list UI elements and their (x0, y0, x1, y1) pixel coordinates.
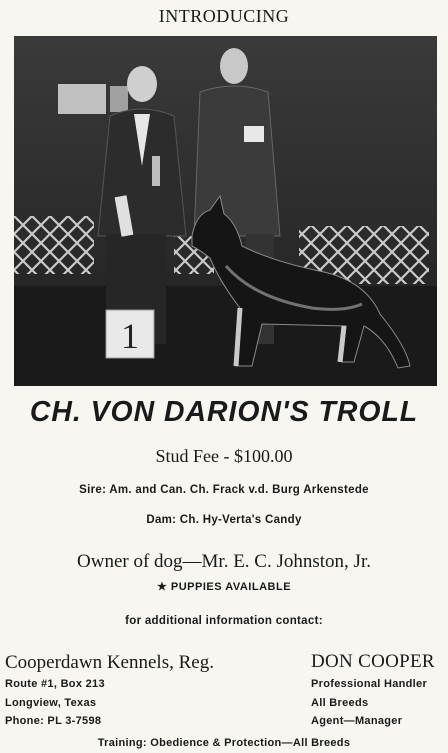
show-photo (14, 36, 437, 386)
handler-name: DON COOPER (311, 651, 435, 672)
handler-title: Professional Handler (311, 678, 428, 690)
training-line: Training: Obedience & Protection—All Breeds (97, 737, 351, 749)
placard (106, 310, 154, 358)
placard-number: 1 (121, 316, 139, 356)
contact-line: for additional information contact: (125, 615, 323, 627)
stud-fee: Stud Fee - $100.00 (155, 446, 293, 466)
handler-role: Agent—Manager (311, 715, 403, 727)
sire-line: Sire: Am. and Can. Ch. Frack v.d. Burg Arkenstede (79, 484, 369, 496)
owner-line: Owner of dog—Mr. E. C. Johnston, Jr. (77, 551, 371, 572)
show-photo-illustration (14, 36, 437, 386)
intro-heading: INTRODUCING (158, 6, 290, 26)
puppies-available: ★ PUPPIES AVAILABLE (156, 581, 292, 593)
dog-name: CH. VON DARION'S TROLL (29, 396, 419, 428)
kennel-route: Route #1, Box 213 (5, 678, 105, 690)
kennel-name: Cooperdawn Kennels, Reg. (5, 652, 214, 673)
handler-breeds: All Breeds (311, 697, 369, 709)
kennel-phone: Phone: PL 3-7598 (5, 715, 102, 727)
kennel-city: Longview, Texas (5, 697, 97, 709)
dam-line: Dam: Ch. Hy-Verta's Candy (146, 514, 302, 526)
